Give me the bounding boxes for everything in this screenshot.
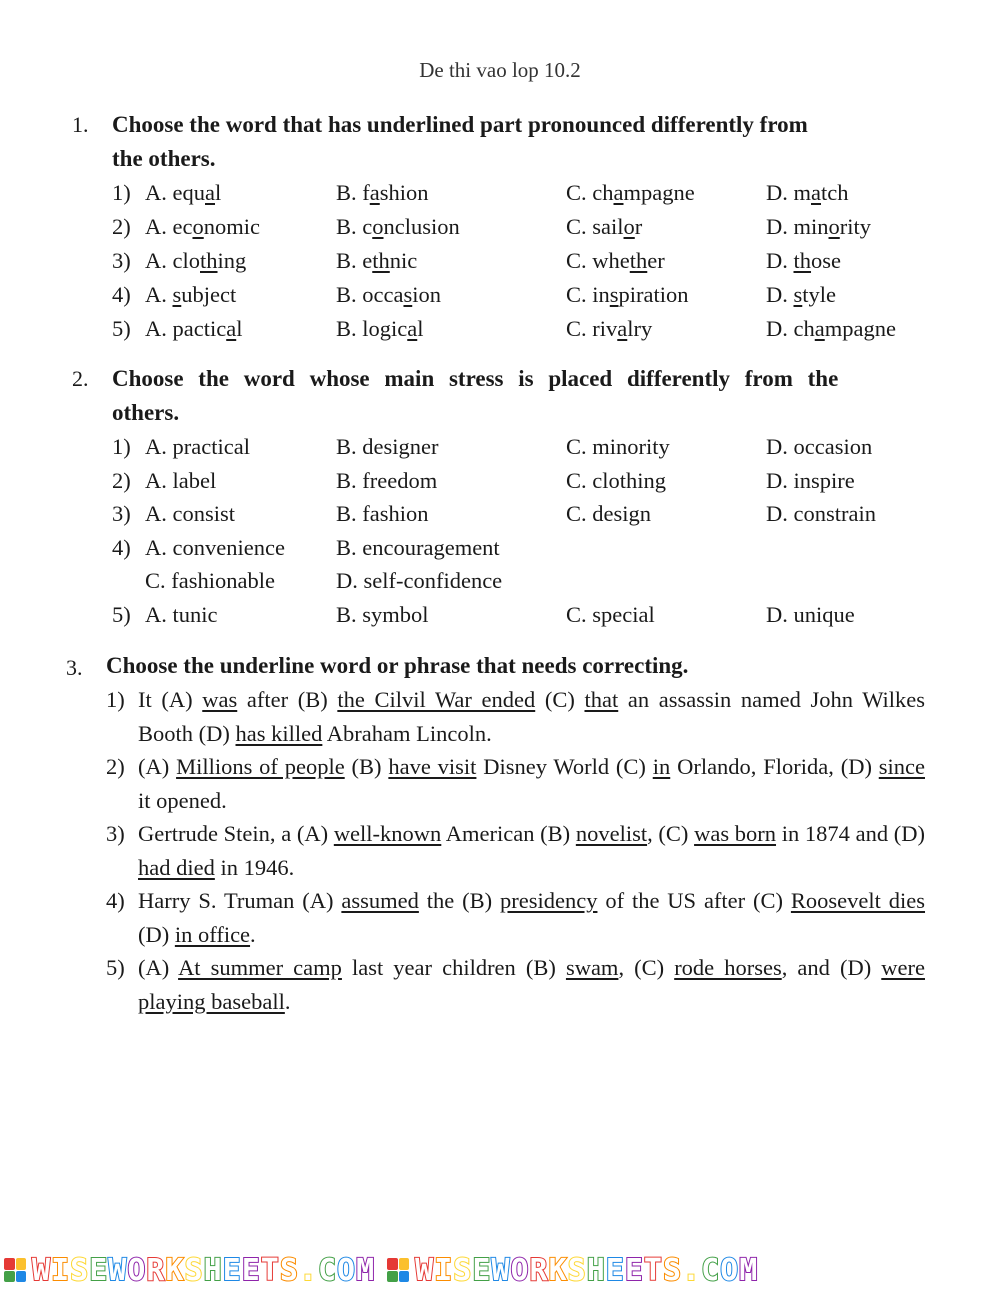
text-segment: . [284,988,291,1014]
watermark-footer [0,1250,1000,1290]
question-number: 3) [112,501,131,526]
option-c[interactable]: C. inspiration [566,282,689,307]
option-a[interactable]: A. clothing [145,248,247,273]
question-row [0,210,1000,244]
option-b[interactable]: B. ethnic [336,248,418,273]
option-a[interactable]: A. pactical [145,316,243,341]
underlined-phrase[interactable]: Millions of people [176,754,345,779]
question-row [0,531,1000,565]
section-title: Choose the word that has underlined part pronounced differently from [112,112,808,137]
underlined-phrase[interactable]: swam [565,955,619,980]
option-b[interactable]: B. fashion [336,501,429,526]
option-d[interactable]: D. champagne [766,316,896,341]
option-d[interactable]: D. minority [766,214,872,239]
option-c[interactable]: C. special [566,601,655,627]
option-d[interactable]: D. inspire [766,467,855,493]
underlined-phrase[interactable]: rode horses [674,955,782,980]
question-row [0,598,1000,632]
option-d[interactable]: D. occasion [766,434,873,459]
logo-badge-icon [4,1258,26,1282]
option-b[interactable]: B. freedom [336,467,438,493]
option-d[interactable]: D. style [766,282,837,307]
section-number: 3. [66,655,83,680]
option-c[interactable]: C. minority [566,434,670,459]
underlined-phrase[interactable]: Roosevelt dies [790,888,926,913]
option-a[interactable]: A. subject [145,282,237,307]
section-number: 1. [72,112,89,137]
question-number: 1) [112,434,131,459]
page-title: De thi vao lop 10.2 [419,58,581,82]
question-number: 2) [106,754,125,779]
underlined-phrase[interactable]: At summer camp [178,955,342,980]
option-d[interactable]: D. those [766,248,842,273]
section-title: Choose the word whose main stress is placed differently from the [112,366,839,391]
option-a[interactable]: A. tunic [145,601,218,627]
question-row [0,176,1000,210]
option-b[interactable]: B. logical [336,316,424,341]
option-a[interactable]: A. practical [145,434,250,459]
option-c[interactable]: C. champagne [566,180,695,205]
text-segment: Orlando, Florida, (D) [670,754,879,779]
watermark-text: WISEWORKSHEETS.COM [415,1252,759,1288]
underlined-phrase[interactable]: in [652,754,671,779]
text-segment: the (B) [418,888,500,913]
option-c[interactable]: C. clothing [566,467,666,493]
text-segment: (C) [535,687,585,712]
option-b[interactable]: B. occasion [336,282,441,307]
question-row [0,278,1000,312]
option-a[interactable]: A. equal [145,180,222,205]
option-b[interactable]: B. symbol [336,601,429,627]
text-segment: American (B) [441,821,576,846]
text-segment: , (C) [647,821,695,846]
question-number: 4) [112,282,131,307]
question-row [0,464,1000,498]
question-text [138,951,925,1018]
text-segment: after (B) [237,687,338,712]
text-segment: Harry S. Truman (A) [138,888,342,913]
section-title-cont: others. [112,400,180,425]
underlined-phrase[interactable]: was born [694,821,777,846]
question-row-cont [0,564,1000,598]
question-number: 3) [106,821,125,846]
question-number: 2) [112,467,131,493]
text-segment: , and (D) [781,955,882,980]
underlined-phrase[interactable]: presidency [499,888,598,913]
section-number: 2. [72,366,89,391]
option-a[interactable]: A. consist [145,501,235,526]
text-segment: it opened. [138,787,227,813]
underlined-phrase[interactable]: novelist [575,821,648,846]
text-segment: (A) [138,754,177,779]
text-segment: (B) [344,754,389,779]
text-segment: Disney World (C) [476,754,653,779]
question-number: 1) [112,180,131,205]
question-number: 3) [112,248,131,273]
question-number: 5) [106,955,125,980]
option-d[interactable]: D. self-confidence [336,567,503,593]
option-b[interactable]: B. encouragement [336,534,500,560]
section-title: Choose the underline word or phrase that needs correcting. [106,653,689,678]
text-segment: Abraham Lincoln. [322,720,492,746]
question-row [0,312,1000,346]
underlined-phrase[interactable]: assumed [341,888,419,913]
option-c[interactable]: C. fashionable [145,567,275,593]
section-title-cont: the others. [112,146,216,171]
question-number: 4) [106,888,125,913]
text-segment: in 1874 and (D) [776,821,925,846]
option-c[interactable]: C. whether [566,248,665,273]
question-number: 5) [112,601,131,627]
underlined-phrase[interactable]: well-known [333,821,442,846]
option-a[interactable]: A. convenience [145,534,285,560]
option-d[interactable]: D. constrain [766,501,876,526]
underlined-phrase[interactable]: has killed [235,720,323,746]
text-segment: an assassin named John Wilkes Booth (D) [138,687,926,746]
option-d[interactable]: D. unique [766,601,855,627]
option-b[interactable]: B. conclusion [336,214,460,239]
text-segment: Gertrude Stein, a (A) [138,821,334,846]
text-segment: of the US after (C) [597,888,791,913]
question-row [0,430,1000,464]
question-text [138,683,925,750]
underlined-phrase[interactable]: in office [174,921,251,947]
question-number: 4) [112,534,131,560]
text-segment: in 1946. [214,854,295,880]
option-b[interactable]: B. designer [336,434,439,459]
question-text [138,884,925,951]
question-number: 2) [112,214,131,239]
question-row [0,497,1000,531]
underlined-phrase[interactable]: that [584,687,619,712]
option-b[interactable]: B. fashion [336,180,429,205]
logo-badge-icon [387,1258,409,1282]
option-c[interactable]: C. design [566,501,652,526]
underlined-phrase[interactable]: were playing baseball [138,955,925,1014]
question-number: 1) [106,687,125,712]
watermark-text: WISEWORKSHEETS.COM [32,1252,376,1288]
underlined-phrase[interactable]: since [878,754,925,779]
question-row [0,244,1000,278]
question-text [138,750,925,817]
underlined-phrase[interactable]: had died [138,854,215,880]
text-segment: It (A) [138,687,203,712]
question-number: 5) [112,316,131,341]
underlined-phrase[interactable]: have visit [388,754,477,779]
text-segment: . [250,921,256,947]
text-segment: , (C) [618,955,675,980]
text-segment: (D) [138,921,175,947]
text-segment: (A) [138,955,179,980]
option-a[interactable]: A. label [145,467,217,493]
underlined-phrase[interactable]: was [202,687,238,712]
option-d[interactable]: D. match [766,180,849,205]
underlined-phrase[interactable]: the Cilvil War ended [337,687,536,712]
option-a[interactable]: A. economic [145,214,260,239]
text-segment: last year children (B) [341,955,566,980]
option-c[interactable]: C. sailor [566,214,643,239]
option-c[interactable]: C. rivalry [566,316,653,341]
question-text [138,817,925,884]
